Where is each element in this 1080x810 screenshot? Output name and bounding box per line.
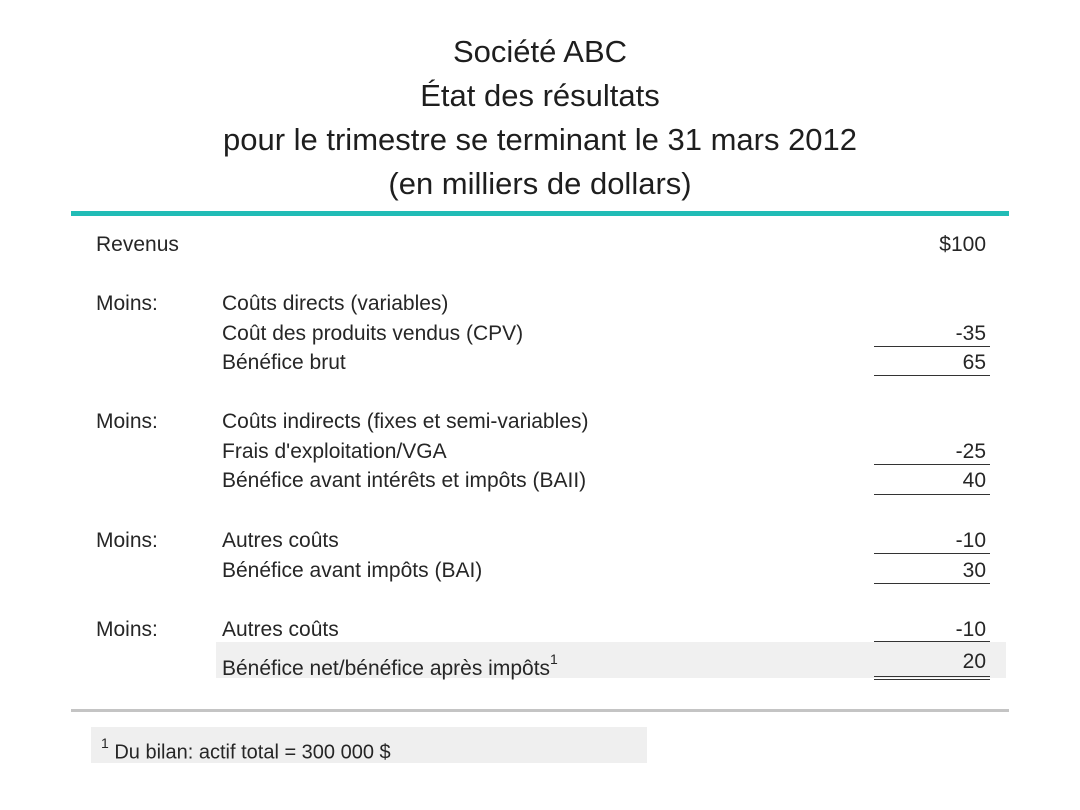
cost-label: Coût des produits vendus (CPV) bbox=[222, 322, 524, 345]
revenue-label: Revenus bbox=[96, 233, 179, 256]
result-label: Bénéfice avant impôts (BAI) bbox=[222, 559, 483, 582]
footnote bbox=[101, 732, 391, 767]
subtotal-underline bbox=[874, 553, 990, 554]
footnote-marker: 1 bbox=[101, 735, 109, 751]
section-header: Coûts indirects (fixes et semi-variables) bbox=[222, 410, 589, 433]
double-underline bbox=[874, 676, 990, 680]
bottom-divider bbox=[71, 709, 1009, 712]
result-label: Bénéfice brut bbox=[222, 351, 346, 374]
statement-name: État des résultats bbox=[420, 78, 660, 113]
less-label: Moins: bbox=[96, 410, 158, 433]
cost-value: -35 bbox=[955, 322, 986, 345]
cost-value: -10 bbox=[955, 529, 986, 552]
result-value: 30 bbox=[962, 559, 986, 582]
cost-value: -10 bbox=[955, 618, 986, 641]
footnote-marker: 1 bbox=[550, 651, 558, 667]
footnote-text: Du bilan: actif total = 300 000 $ bbox=[114, 741, 391, 764]
result-label: Bénéfice avant intérêts et impôts (BAII) bbox=[222, 469, 587, 492]
result-value: 40 bbox=[962, 469, 986, 492]
cost-label: Autres coûts bbox=[222, 618, 339, 641]
less-label: Moins: bbox=[96, 529, 158, 552]
top-divider bbox=[71, 211, 1009, 216]
cost-label: Autres coûts bbox=[222, 529, 339, 552]
cost-label: Frais d'exploitation/VGA bbox=[222, 440, 447, 463]
total-underline bbox=[874, 494, 990, 495]
result-value: 65 bbox=[962, 351, 986, 374]
net-income-label bbox=[222, 648, 558, 683]
cost-value: -25 bbox=[955, 440, 986, 463]
statement-title bbox=[0, 30, 1080, 206]
less-label: Moins: bbox=[96, 292, 158, 315]
statement-units: (en milliers de dollars) bbox=[388, 166, 692, 201]
subtotal-underline bbox=[874, 464, 990, 465]
net-income-text: Bénéfice net/bénéfice après impôts bbox=[222, 657, 551, 680]
company-name: Société ABC bbox=[452, 34, 628, 69]
subtotal-underline bbox=[874, 346, 990, 347]
statement-period: pour le trimestre se terminant le 31 mars 2012 bbox=[222, 122, 858, 157]
net-income-value: 20 bbox=[962, 650, 986, 673]
less-label: Moins: bbox=[96, 618, 158, 641]
section-header: Coûts directs (variables) bbox=[222, 292, 449, 315]
total-underline bbox=[874, 583, 990, 584]
total-underline bbox=[874, 375, 990, 376]
revenue-value: $100 bbox=[939, 233, 986, 256]
subtotal-underline bbox=[874, 641, 990, 642]
